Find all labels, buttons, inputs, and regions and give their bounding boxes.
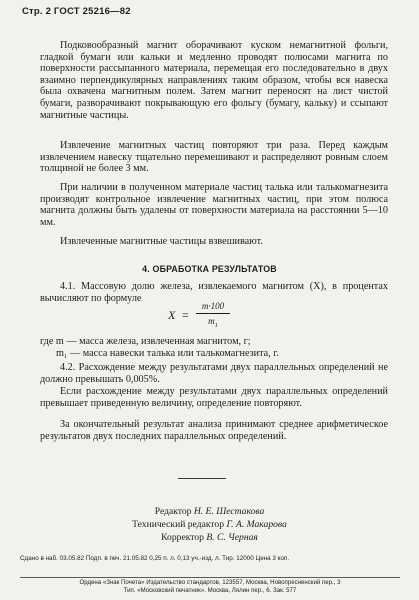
publisher-line-1: Ордена «Знак Почета» Издательство стандартов, 123557, Москва, Новопресненский пер., 3 [79, 579, 341, 586]
paragraph-4-2: 4.2. Расхождение между результатами двух параллельных определений не должно превышать 0,005%. [40, 362, 388, 385]
formula-equals: = [182, 308, 189, 322]
separator-rule [178, 478, 226, 479]
section-title: 4. ОБРАБОТКА РЕЗУЛЬТАТОВ [142, 264, 277, 274]
formula-denominator: $m_1$ [208, 316, 218, 329]
paragraph-weighing: Извлеченные магнитные частицы взвешивают. [60, 236, 263, 247]
paragraph-4-2-repeat: Если расхождение между результатами двух параллельных определений превышает приведенную величину, определение повторяют. [40, 386, 388, 409]
paragraph-final-result: За окончательный результат анализа принимают среднее арифметическое результатов двух последних параллельных определений. [40, 419, 388, 442]
page-header: Стр. 2 ГОСТ 25216—82 [22, 6, 131, 17]
fraction-bar [196, 313, 230, 314]
imprint-line: Сдано в наб. 03.05.82 Подп. в печ. 21.05.82 0,25 п. л. 0,13 уч.-изд. л. Тир. 12000 Цена 3 коп. [20, 555, 290, 562]
paragraph-magnet-procedure: Подковообразный магнит оборачивают куском немагнитной фольги, гладкой бумаги или кальки и медленно проводят полюсами магнита по поверхности рассыпанного материала, перемещая его последовательно в двух взаимно перпендикулярных направлениях таким образом, чтобы вся навеска была охвачена магнитным полем. Затем магнит переносят на лист чистой бумаги, разворачивают покрывающую его фольгу (бумагу, кальку) и ссыпают магнитные частицы. [40, 40, 388, 121]
paragraph-repeat-extraction: Извлечение магнитных частиц повторяют три раза. Перед каждым извлечением навеску тщательно перемешивают и распределяют ровным слоем толщиной не более 3 мм. [40, 140, 388, 175]
formula-lhs: X [168, 308, 176, 322]
credit-tech-editor: Технический редактор Г. А. Макарова [132, 519, 287, 530]
paragraph-control-extraction: При наличии в полученном материале частиц талька или талькомагнезита производят контрольное извлечение магнитных частиц, при этом полюса магнита должны быть удалены от поверхности материала на расстоянии 5—10 мм. [40, 182, 388, 228]
imprint-rule [20, 577, 400, 578]
paragraph-4-1: 4.1. Массовую долю железа, извлекаемого магнитом (X), в процентах вычисляют по формуле [40, 281, 388, 304]
credit-editor: Редактор Н. Е. Шестакова [154, 506, 265, 517]
definition-m1: m₁ — масса навески талька или талькомагнезита, г. [56, 348, 279, 359]
formula-numerator: m·100 [201, 301, 225, 311]
formula-fraction [196, 300, 230, 332]
definition-m: где m — масса железа, извлеченная магнитом, г; [40, 336, 251, 347]
formula-iron-fraction [168, 300, 328, 334]
credit-corrector: Корректор В. С. Черная [161, 532, 258, 543]
publisher-line-2: Тип. «Московский печатник». Москва, Лялин пер., 6. Зак. 577 [123, 587, 297, 594]
